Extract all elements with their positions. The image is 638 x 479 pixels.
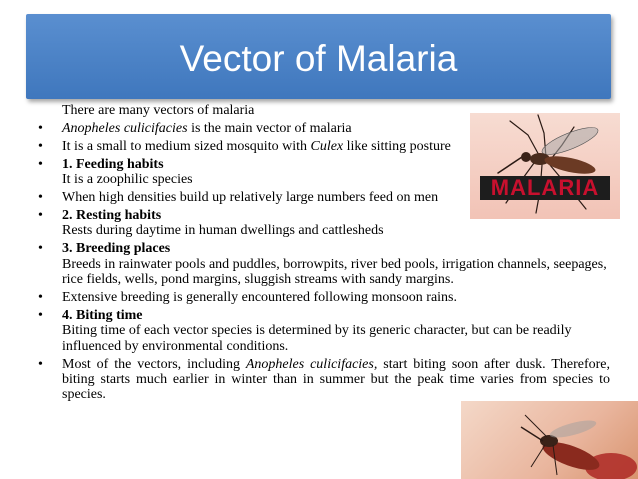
list-item [38,208,610,239]
mosquito-on-skin-icon [461,401,638,479]
biting-text: Biting time of each vector species is determined by its generic character, but can be readily influenced by environmental conditions. [62,323,572,354]
slide-title: Vector of Malaria [179,38,458,79]
biting-heading: 4. Biting time [62,307,143,323]
breeding-heading: 3. Breeding places [62,241,171,257]
list-item: • When high densities build up relatively large numbers feed on men [38,190,439,206]
bullet-icon: • [38,289,43,305]
list-item [38,157,610,188]
bullet-icon: • [38,356,43,372]
resting-heading: 2. Resting habits [62,207,162,223]
malaria-word: MALARIA [490,175,600,200]
bullet-icon: • [38,241,43,257]
bullet-icon: • [38,307,43,323]
list-item [38,241,610,287]
bullet-icon: • [38,138,43,154]
feeding-heading: 1. Feeding habits [62,156,164,172]
bullet-icon: • [38,190,43,206]
feeding-text: It is a zoophilic species [62,172,193,188]
intro-line: There are many vectors of malaria [62,103,255,118]
breeding-text: Breeds in rainwater pools and puddles, borrowpits, river bed pools, irrigation channels, seepages, rice fields, wells, pond margins, sluggish streams with sandy margins. [62,256,607,288]
bullet-icon: • [38,120,43,136]
list-item: • It is a small to medium sized mosquito with Culex like sitting posture [38,138,451,154]
list-item: • Anopheles culicifacies is the main vector of malaria [38,120,352,136]
mosquito-bite-image [461,401,638,479]
title-bar [26,14,611,99]
list-item: • Most of the vectors, including Anopheles culicifacies, start biting soon after dusk. Therefore, biting starts much earlier in winter than in summer but the peak time varies from species to species. [38,356,610,403]
list-item [38,308,610,354]
bullet-content [38,103,610,405]
bullet-icon: • [38,207,43,223]
bullet-icon: • [38,156,43,172]
list-item: • Extensive breeding is generally encountered following monsoon rains. [38,289,458,305]
resting-text: Rests during daytime in human dwellings and cattlesheds [62,223,384,239]
